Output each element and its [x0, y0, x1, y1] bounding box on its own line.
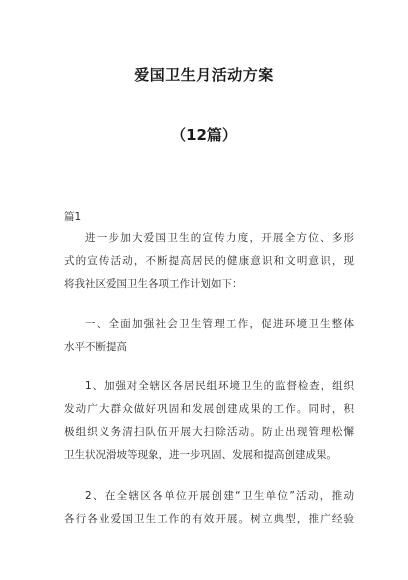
paragraph-line: 卫生状况滑坡等现象，进一步巩固、发展和提高创建成果。	[64, 449, 337, 461]
paragraph-4	[64, 485, 354, 531]
document-title: 爱国卫生月活动方案	[134, 66, 274, 84]
paragraph-line: 将我社区爱国卫生各项工作计划如下：	[64, 278, 243, 290]
paragraph-line: 各行各业爱国卫生工作的有效开展。树立典型，推广经验	[64, 513, 354, 525]
paragraph-line: 极组织义务清扫队伍开展大扫除活动。防止出现管理松懈	[64, 426, 354, 438]
paragraph-1	[64, 227, 354, 296]
paragraph-line: 发动广大群众做好巩固和发展创建成果的工作。同时，积	[64, 403, 354, 415]
section-label: 篇1	[64, 211, 82, 223]
paragraph-line: 1、加强对全辖区各居民组环境卫生的监督检查，组织	[85, 380, 354, 392]
paragraph-line: 水平不断提高	[64, 341, 127, 353]
paragraph-line: 式的宣传活动，不断提高居民的健康意识和文明意识，现	[64, 255, 354, 267]
paragraph-line: 进一步加大爱国卫生的宣传力度，开展全方位、多形	[85, 232, 354, 244]
paragraph-line: 2、在全辖区各单位开展创建“卫生单位”活动，推动	[85, 490, 354, 502]
paragraph-2	[64, 313, 354, 359]
paragraph-3	[64, 375, 354, 467]
paragraph-line: 一、全面加强社会卫生管理工作，促进环境卫生整体	[85, 318, 354, 330]
document-subtitle: （12篇）	[171, 126, 237, 144]
